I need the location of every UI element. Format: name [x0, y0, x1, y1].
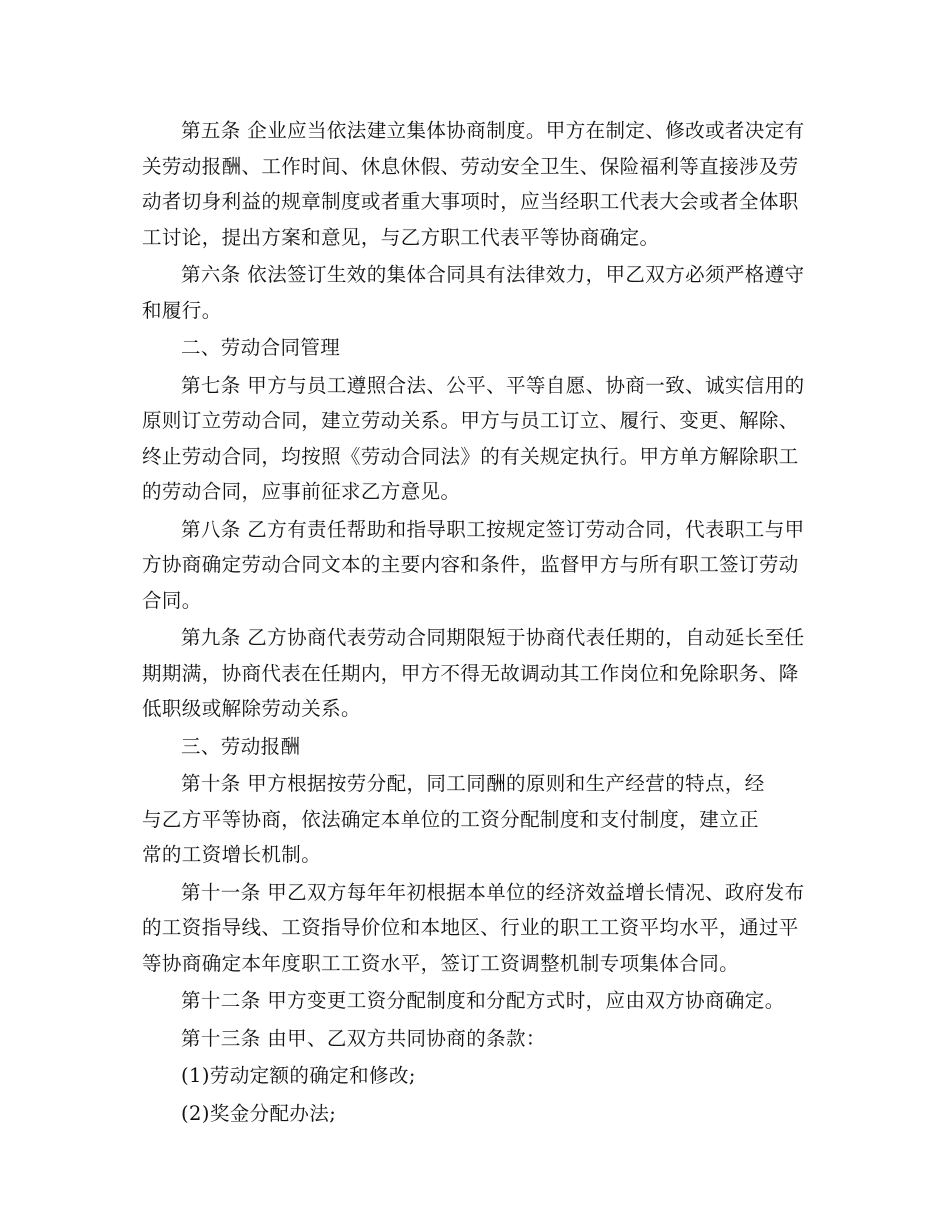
article-10-paragraph: 第十条 甲方根据按劳分配，同工同酬的原则和生产经营的特点，经与乙方平等协商，依法确定本单位的工资分配制度和支付制度，建立正常的工资增长机制。: [142, 772, 765, 866]
list-item-2: (2)奖金分配办法;: [181, 1101, 337, 1125]
section-heading-labor-contract: 二、劳动合同管理: [181, 336, 341, 359]
section-heading-remuneration: 三、劳动报酬: [181, 734, 301, 758]
article-12-paragraph: 第十二条 甲方变更工资分配制度和分配方式时，应由双方协商确定。: [181, 989, 785, 1012]
article-13-paragraph: 第十三条 由甲、乙双方共同协商的条款：: [181, 1026, 546, 1050]
article-6-paragraph: 第六条 依法签订生效的集体合同具有法律效力，甲乙双方必须严格遵守和履行。: [142, 263, 805, 322]
article-5-paragraph: 第五条 企业应当依法建立集体协商制度。甲方在制定、修改或者决定有关劳动报酬、工作时间、休息休假、劳动安全卫生、保险福利等直接涉及劳动者切身利益的规章制度或者重大事项时，应当经职工代表大会或者全体职工讨论，提出方案和意见，与乙方职工代表平等协商确定。: [142, 119, 805, 249]
article-11-paragraph: 第十一条 甲乙双方每年年初根据本单位的经济效益增长情况、政府发布的工资指导线、工资指导价位和本地区、行业的职工工资平均水平，通过平等协商确定本年度职工工资水平，签订工资调整机制专项集体合同。: [142, 880, 805, 975]
article-9-paragraph: 第九条 乙方协商代表劳动合同期限短于协商代表任期的，自动延长至任期期满，协商代表在任期内，甲方不得无故调动其工作岗位和免除职务、降低职级或解除劳动关系。: [142, 626, 805, 720]
document-body: [142, 113, 810, 1133]
article-7-paragraph: 第七条 甲方与员工遵照合法、公平、平等自愿、协商一致、诚实信用的原则订立劳动合同，建立劳动关系。甲方与员工订立、履行、变更、解除、终止劳动合同，均按照《劳动合同法》的有关规定执行。甲方单方解除职工的劳动合同，应事前征求乙方意见。: [142, 373, 805, 503]
list-item-1: (1)劳动定额的确定和修改;: [181, 1064, 416, 1087]
article-8-paragraph: 第八条 乙方有责任帮助和指导职工按规定签订劳动合同，代表职工与甲方协商确定劳动合同文本的主要内容和条件，监督甲方与所有职工签订劳动合同。: [142, 517, 805, 612]
